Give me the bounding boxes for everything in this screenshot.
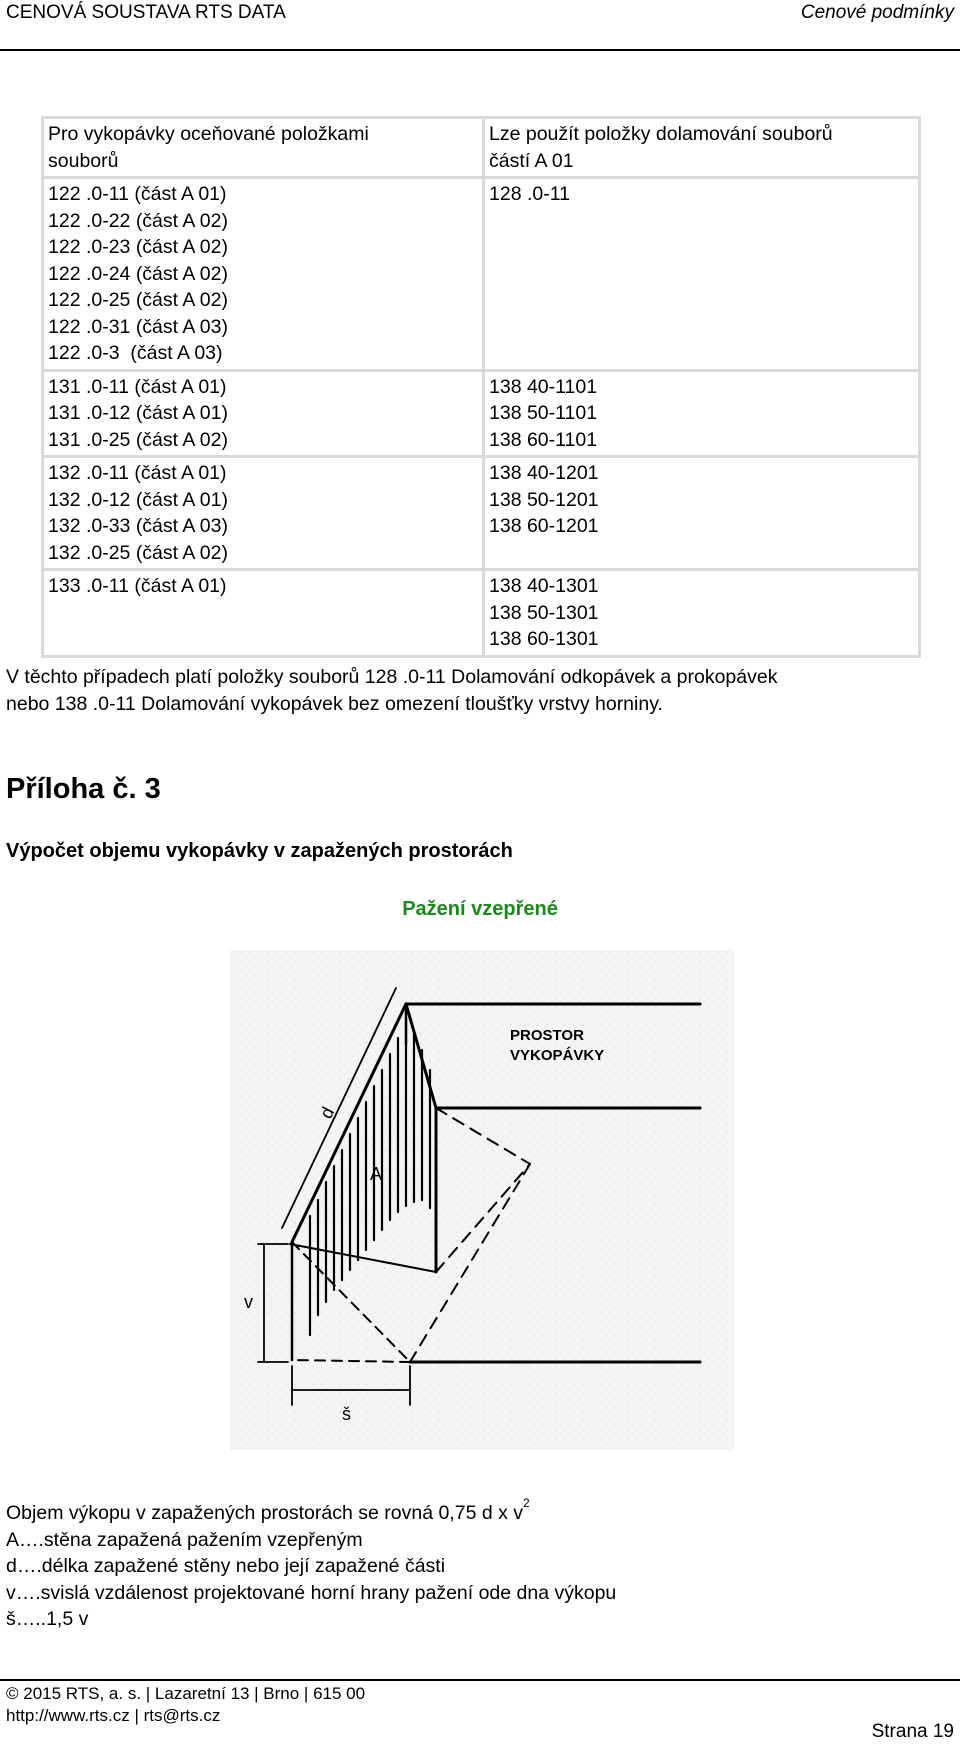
excavation-space-label-2: VYKOPÁVKY: [510, 1047, 605, 1064]
wall-a-label: A: [370, 1164, 383, 1184]
diagram-background: [230, 950, 734, 1450]
table-cell: 138 40-1301 138 50-1301 138 60-1301: [484, 570, 920, 657]
legend-item: d….délka zapažené stěny nebo její zapažené části: [6, 1555, 446, 1577]
legend-block: [6, 1496, 617, 1633]
appendix-subtitle: Výpočet objemu vykopávky v zapažených prostorách: [6, 840, 513, 862]
length-d-label: d: [315, 1103, 339, 1122]
header-section: Cenové podmínky: [800, 2, 954, 23]
legend-item: A….stěna zapažená pažením vzepřeným: [6, 1528, 363, 1551]
table-header-left: Pro vykopávky oceňované položkami souborů: [43, 118, 484, 178]
table-cell: 122 .0-11 (část A 01) 122 .0-22 (část A 02) 122 .0-23 (část A 02) 122 .0-24 (část A 02) 122 .0-25 (část A 02) 122 .0-31 (část A 03) 122 .0-3 (část A 03): [43, 178, 484, 371]
height-v-label: v: [244, 1292, 253, 1312]
table-cell: 138 40-1201 138 50-1201 138 60-1201: [484, 457, 920, 570]
table-cell: 128 .0-11: [484, 178, 920, 371]
table-row: [43, 457, 920, 570]
excavation-items-table: [41, 116, 921, 658]
table-cell: 133 .0-11 (část A 01): [43, 570, 484, 657]
footer-divider: [0, 1679, 960, 1681]
table-cell: 138 40-1101 138 50-1101 138 60-1101: [484, 370, 920, 457]
section-heading: Pažení vzepřené: [402, 898, 558, 920]
volume-formula: Objem výkopu v zapažených prostorách se rovná 0,75 d x $v^2$: [6, 1496, 530, 1524]
width-s-label: š: [342, 1404, 351, 1424]
table-cell: 131 .0-11 (část A 01) 131 .0-12 (část A 01) 131 .0-25 (část A 02): [43, 370, 484, 457]
page-number: Strana 19: [871, 1721, 954, 1742]
note-paragraph: V těchto případech platí položky souborů 128 .0-11 Dolamování odkopávek a prokopávek nebo 138 .0-11 Dolamování vykopávek bez omezení tloušťky vrstvy horniny.: [6, 666, 778, 715]
table-header-right: Lze použít položky dolamování souborů částí A 01: [484, 118, 920, 178]
table-header-row: [43, 118, 920, 178]
table-row: [43, 570, 920, 657]
appendix-title: Příloha č. 3: [6, 773, 161, 805]
legend-item: v….svislá vzdálenost projektované horní hrany pažení ode dna výkopu: [6, 1581, 617, 1604]
table-row: [43, 178, 920, 371]
legend-item: š…..1,5 v: [6, 1608, 89, 1630]
footer-contact: http://www.rts.cz | rts@rts.cz: [6, 1706, 221, 1725]
excavation-space-label-1: PROSTOR: [510, 1027, 584, 1044]
table-cell: 132 .0-11 (část A 01) 132 .0-12 (část A 01) 132 .0-33 (část A 03) 132 .0-25 (část A 02): [43, 457, 484, 570]
table-row: [43, 370, 920, 457]
footer-address: © 2015 RTS, a. s. | Lazaretní 13 | Brno | 615 00: [6, 1684, 366, 1703]
header-title: CENOVÁ SOUSTAVA RTS DATA: [6, 2, 286, 23]
header-divider: [0, 49, 960, 51]
shoring-diagram: [230, 950, 734, 1450]
